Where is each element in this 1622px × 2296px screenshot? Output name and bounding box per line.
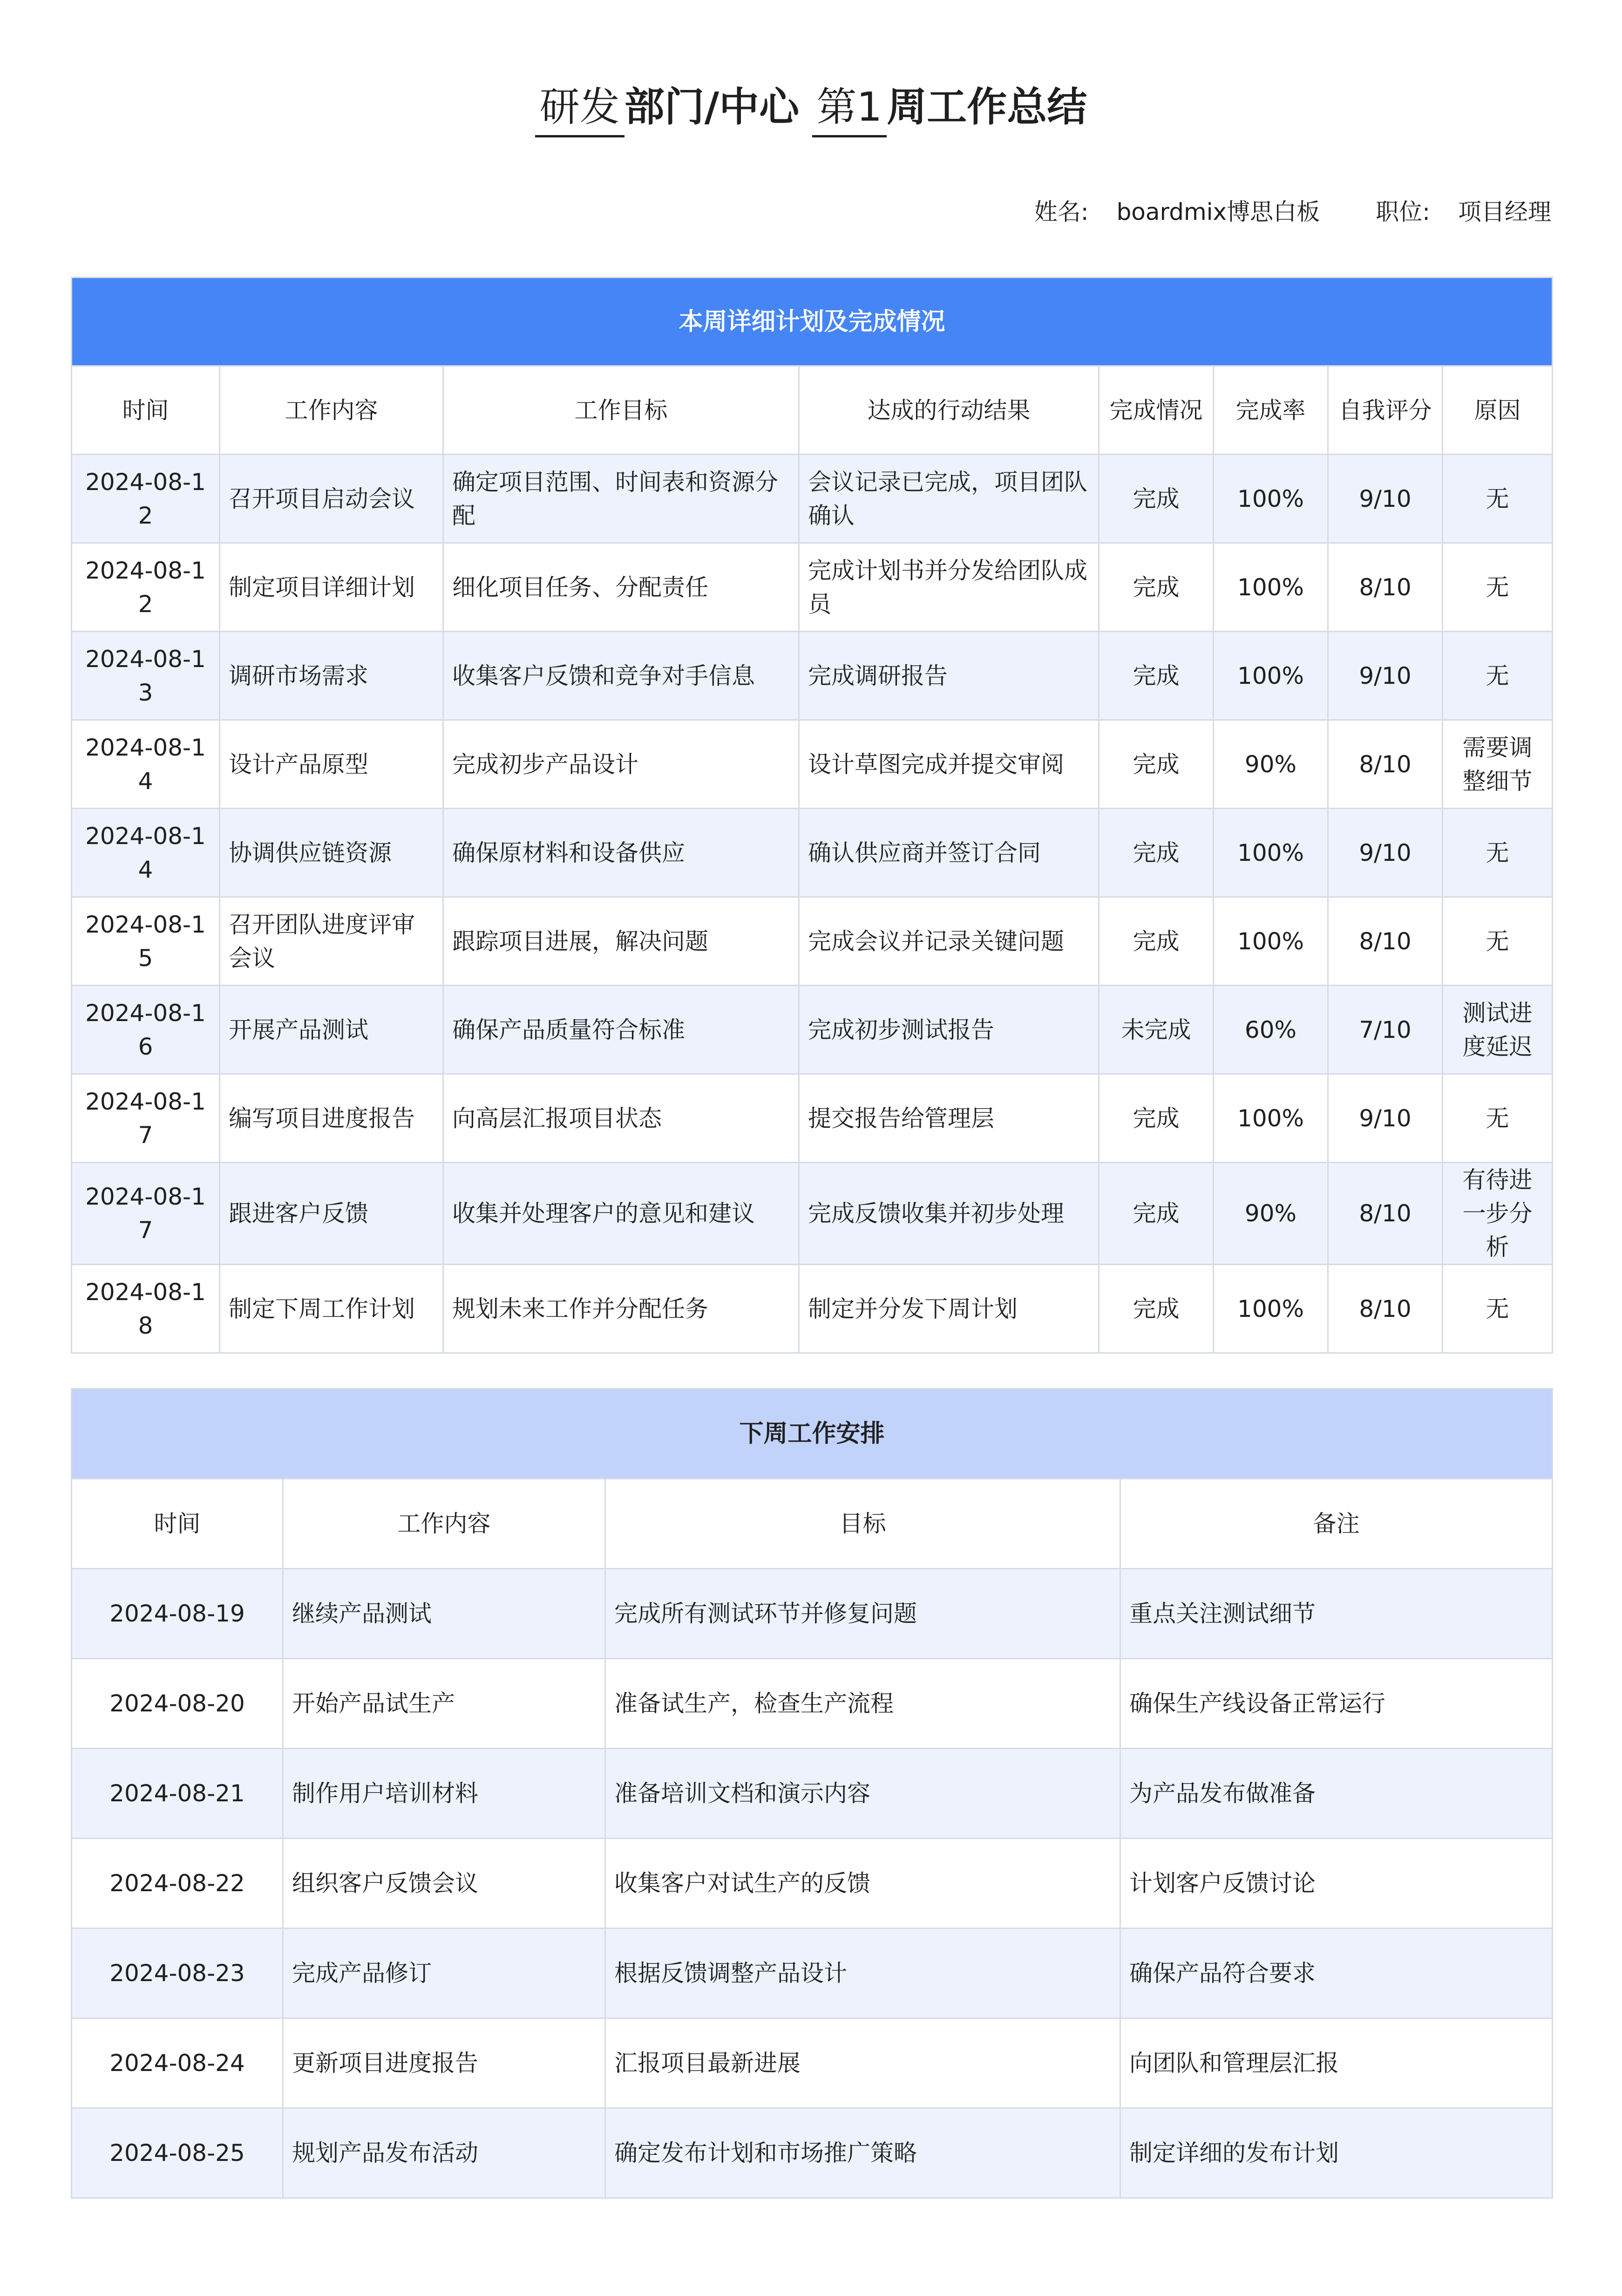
this-week-column-headers xyxy=(72,366,1553,455)
column-header: 时间 xyxy=(72,1479,283,1569)
table-cell: 60% xyxy=(1214,986,1328,1074)
table-cell: 2024-08-18 xyxy=(72,1265,220,1353)
table-row xyxy=(72,986,1553,1074)
column-header: 工作内容 xyxy=(220,366,443,455)
table-cell: 100% xyxy=(1214,543,1328,632)
column-header: 达成的行动结果 xyxy=(799,366,1099,455)
next-week-title: 下周工作安排 xyxy=(72,1389,1553,1479)
table-cell: 组织客户反馈会议 xyxy=(283,1839,605,1928)
table-cell: 重点关注测试细节 xyxy=(1120,1569,1553,1659)
table-cell: 完成 xyxy=(1099,809,1214,897)
table-cell: 细化项目任务、分配责任 xyxy=(443,543,799,632)
table-cell: 8/10 xyxy=(1328,897,1443,986)
table-cell: 7/10 xyxy=(1328,986,1443,1074)
table-cell: 完成初步测试报告 xyxy=(799,986,1099,1074)
table-cell: 完成 xyxy=(1099,632,1214,720)
table-cell: 准备试生产，检查生产流程 xyxy=(605,1659,1120,1749)
table-cell: 2024-08-16 xyxy=(72,986,220,1074)
this-week-title: 本周详细计划及完成情况 xyxy=(72,278,1553,366)
table-row xyxy=(72,720,1553,809)
table-cell: 完成所有测试环节并修复问题 xyxy=(605,1569,1120,1659)
table-cell: 无 xyxy=(1443,809,1553,897)
table-cell: 设计草图完成并提交审阅 xyxy=(799,720,1099,809)
title-suffix: 周工作总结 xyxy=(887,84,1087,130)
table-cell: 准备培训文档和演示内容 xyxy=(605,1749,1120,1839)
position-value: 项目经理 xyxy=(1458,198,1551,225)
table-cell: 制定项目详细计划 xyxy=(220,543,443,632)
table-cell: 8/10 xyxy=(1328,543,1443,632)
table-cell: 90% xyxy=(1214,1163,1328,1265)
table-cell: 确保生产线设备正常运行 xyxy=(1120,1659,1553,1749)
table-cell: 完成 xyxy=(1099,1163,1214,1265)
table-cell: 无 xyxy=(1443,1265,1553,1353)
table-row xyxy=(72,897,1553,986)
table-cell: 完成 xyxy=(1099,543,1214,632)
next-week-column-headers xyxy=(72,1479,1553,1569)
table-cell: 2024-08-14 xyxy=(72,809,220,897)
table-cell: 制定并分发下周计划 xyxy=(799,1265,1099,1353)
table-cell: 跟踪项目进展，解决问题 xyxy=(443,897,799,986)
table-cell: 会议记录已完成，项目团队确认 xyxy=(799,455,1099,543)
table-cell: 需要调整细节 xyxy=(1443,720,1553,809)
table-cell: 未完成 xyxy=(1099,986,1214,1074)
table-cell: 完成计划书并分发给团队成员 xyxy=(799,543,1099,632)
table-cell: 2024-08-20 xyxy=(72,1659,283,1749)
table-cell: 8/10 xyxy=(1328,720,1443,809)
table-cell: 召开团队进度评审会议 xyxy=(220,897,443,986)
table-cell: 收集并处理客户的意见和建议 xyxy=(443,1163,799,1265)
table-row xyxy=(72,543,1553,632)
column-header: 自我评分 xyxy=(1328,366,1443,455)
table-row xyxy=(72,1928,1553,2018)
position-label: 职位: xyxy=(1376,198,1430,225)
table-cell: 90% xyxy=(1214,720,1328,809)
table-cell: 完成 xyxy=(1099,1265,1214,1353)
column-header: 备注 xyxy=(1120,1479,1553,1569)
table-cell: 完成初步产品设计 xyxy=(443,720,799,809)
table-cell: 收集客户对试生产的反馈 xyxy=(605,1839,1120,1928)
table-cell: 更新项目进度报告 xyxy=(283,2018,605,2108)
page-title xyxy=(0,79,1622,137)
table-cell: 2024-08-25 xyxy=(72,2108,283,2198)
table-cell: 有待进一步分析 xyxy=(1443,1163,1553,1265)
table-row xyxy=(72,1265,1553,1353)
column-header: 时间 xyxy=(72,366,220,455)
table-cell: 100% xyxy=(1214,632,1328,720)
table-cell: 8/10 xyxy=(1328,1265,1443,1353)
table-cell: 制作用户培训材料 xyxy=(283,1749,605,1839)
table-cell: 召开项目启动会议 xyxy=(220,455,443,543)
table-cell: 9/10 xyxy=(1328,455,1443,543)
dept-suffix: 部门/中心 xyxy=(624,84,800,130)
table-cell: 确保产品质量符合标准 xyxy=(443,986,799,1074)
table-cell: 无 xyxy=(1443,543,1553,632)
table-row xyxy=(72,1839,1553,1928)
table-row xyxy=(72,455,1553,543)
table-cell: 确保原材料和设备供应 xyxy=(443,809,799,897)
table-cell: 2024-08-19 xyxy=(72,1569,283,1659)
table-cell: 无 xyxy=(1443,455,1553,543)
table-cell: 为产品发布做准备 xyxy=(1120,1749,1553,1839)
table-row xyxy=(72,1749,1553,1839)
table-row xyxy=(72,632,1553,720)
table-cell: 完成 xyxy=(1099,455,1214,543)
table-cell: 确认供应商并签订合同 xyxy=(799,809,1099,897)
table-cell: 收集客户反馈和竞争对手信息 xyxy=(443,632,799,720)
table-cell: 规划产品发布活动 xyxy=(283,2108,605,2198)
table-cell: 制定下周工作计划 xyxy=(220,1265,443,1353)
table-cell: 2024-08-17 xyxy=(72,1074,220,1163)
table-cell: 8/10 xyxy=(1328,1163,1443,1265)
table-cell: 确定发布计划和市场推广策略 xyxy=(605,2108,1120,2198)
table-cell: 开始产品试生产 xyxy=(283,1659,605,1749)
column-header: 完成情况 xyxy=(1099,366,1214,455)
table-cell: 2024-08-12 xyxy=(72,455,220,543)
table-cell: 确定项目范围、时间表和资源分配 xyxy=(443,455,799,543)
column-header: 原因 xyxy=(1443,366,1553,455)
table-cell: 2024-08-13 xyxy=(72,632,220,720)
table-cell: 提交报告给管理层 xyxy=(799,1074,1099,1163)
table-cell: 2024-08-22 xyxy=(72,1839,283,1928)
name-value: boardmix博思白板 xyxy=(1116,198,1320,225)
table-cell: 开展产品测试 xyxy=(220,986,443,1074)
table-cell: 无 xyxy=(1443,1074,1553,1163)
column-header: 工作内容 xyxy=(283,1479,605,1569)
dept-name: 研发 xyxy=(535,79,624,137)
table-cell: 9/10 xyxy=(1328,1074,1443,1163)
table-row xyxy=(72,809,1553,897)
table-cell: 编写项目进度报告 xyxy=(220,1074,443,1163)
table-row xyxy=(72,2108,1553,2198)
table-cell: 向高层汇报项目状态 xyxy=(443,1074,799,1163)
table-cell: 跟进客户反馈 xyxy=(220,1163,443,1265)
table-cell: 完成调研报告 xyxy=(799,632,1099,720)
week-number: 第1 xyxy=(812,79,887,137)
table-cell: 2024-08-14 xyxy=(72,720,220,809)
table-cell: 测试进度延迟 xyxy=(1443,986,1553,1074)
table-cell: 无 xyxy=(1443,632,1553,720)
table-cell: 无 xyxy=(1443,897,1553,986)
table-cell: 汇报项目最新进展 xyxy=(605,2018,1120,2108)
column-header: 目标 xyxy=(605,1479,1120,1569)
table-row xyxy=(72,1569,1553,1659)
table-cell: 计划客户反馈讨论 xyxy=(1120,1839,1553,1928)
table-cell: 2024-08-21 xyxy=(72,1749,283,1839)
table-cell: 2024-08-15 xyxy=(72,897,220,986)
column-header: 工作目标 xyxy=(443,366,799,455)
this-week-table xyxy=(71,277,1553,1354)
table-cell: 调研市场需求 xyxy=(220,632,443,720)
table-cell: 100% xyxy=(1214,1074,1328,1163)
table-cell: 协调供应链资源 xyxy=(220,809,443,897)
table-cell: 2024-08-12 xyxy=(72,543,220,632)
table-cell: 9/10 xyxy=(1328,632,1443,720)
table-cell: 确保产品符合要求 xyxy=(1120,1928,1553,2018)
table-cell: 向团队和管理层汇报 xyxy=(1120,2018,1553,2108)
table-cell: 制定详细的发布计划 xyxy=(1120,2108,1553,2198)
column-header: 完成率 xyxy=(1214,366,1328,455)
table-cell: 完成产品修订 xyxy=(283,1928,605,2018)
table-row xyxy=(72,1074,1553,1163)
name-label: 姓名: xyxy=(1034,198,1089,225)
table-cell: 完成会议并记录关键问题 xyxy=(799,897,1099,986)
table-cell: 完成 xyxy=(1099,897,1214,986)
table-cell: 规划未来工作并分配任务 xyxy=(443,1265,799,1353)
table-row xyxy=(72,1163,1553,1265)
table-cell: 完成反馈收集并初步处理 xyxy=(799,1163,1099,1265)
table-row xyxy=(72,2018,1553,2108)
table-cell: 完成 xyxy=(1099,1074,1214,1163)
employee-info xyxy=(1034,196,1551,228)
table-cell: 100% xyxy=(1214,455,1328,543)
table-cell: 完成 xyxy=(1099,720,1214,809)
table-cell: 继续产品测试 xyxy=(283,1569,605,1659)
table-cell: 2024-08-23 xyxy=(72,1928,283,2018)
table-cell: 100% xyxy=(1214,809,1328,897)
table-cell: 100% xyxy=(1214,897,1328,986)
table-cell: 设计产品原型 xyxy=(220,720,443,809)
table-cell: 2024-08-24 xyxy=(72,2018,283,2108)
table-cell: 100% xyxy=(1214,1265,1328,1353)
table-cell: 根据反馈调整产品设计 xyxy=(605,1928,1120,2018)
table-cell: 9/10 xyxy=(1328,809,1443,897)
table-cell: 2024-08-17 xyxy=(72,1163,220,1265)
table-row xyxy=(72,1659,1553,1749)
next-week-table xyxy=(71,1388,1553,2199)
